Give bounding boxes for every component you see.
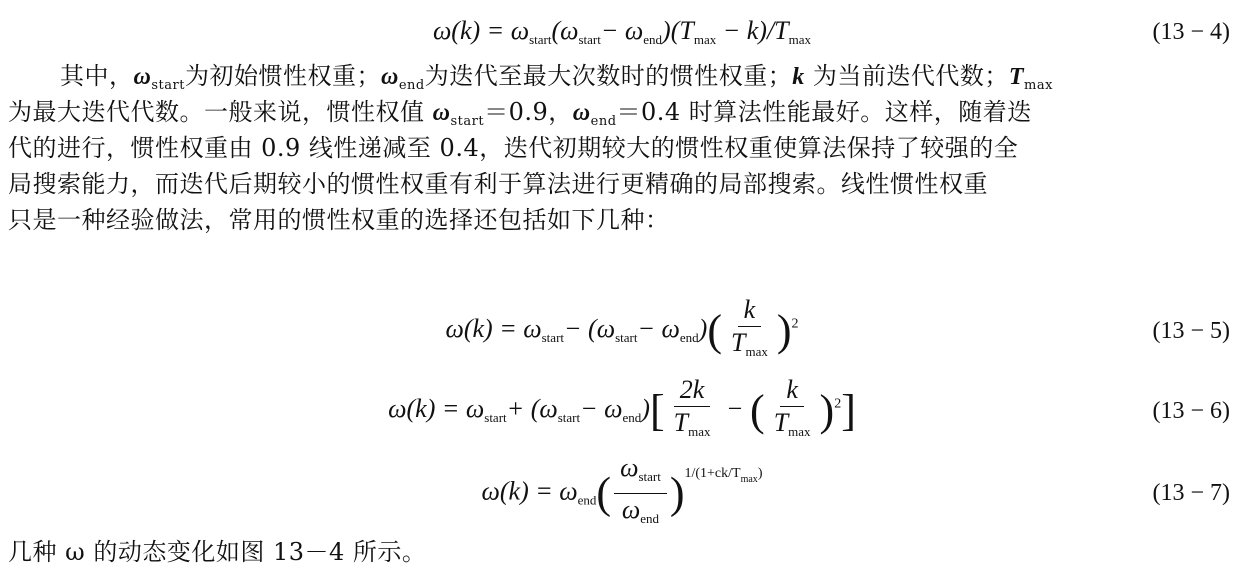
paragraph-line: 其中，$\omega_{start}$为初始惯性权重；$\omega_{end}$为迭代至最大次数时的惯性权重；k 为当前迭代代数；$T_{max}$: [60, 62, 1053, 93]
equation-13-6-body: $\omega(k) = \omega_{start}+ (\omega_{start}- \omega_{end})$[ $\frac{2k}{T_{max}}$ − ( $\frac{k}{T_{max}}$ )$^2$]: [388, 375, 856, 439]
closing-paragraph: [8, 534, 1238, 570]
body-paragraph: [8, 58, 1238, 238]
equation-13-4: [0, 12, 1244, 52]
equation-13-7: [0, 452, 1244, 530]
equation-13-5-number: (13 − 5): [1152, 317, 1230, 344]
equation-13-7-body: $\omega(k) = \omega_{end}$( $\frac{\omega_{start}}{\omega_{end}}$ )$^{1/(1+ck/T_{max})}$: [481, 452, 763, 526]
equation-13-6: [0, 376, 1244, 446]
paragraph-line: 只是一种经验做法，常用的惯性权重的选择还包括如下几种：: [8, 206, 670, 234]
paragraph-line: 局搜索能力，而迭代后期较小的惯性权重有利于算法进行更精确的局部搜索。线性惯性权重: [8, 170, 988, 198]
equation-13-4-body: $\omega(k) = \omega_{start}(\omega_{start}- \omega_{end})(T_{max} - k)/T_{max}$: [432, 16, 812, 47]
equation-13-5: [0, 296, 1244, 366]
paragraph-line: 代的进行，惯性权重由 0.9 线性递减至 0.4，迭代初期较大的惯性权重使算法保持了较强的全: [8, 134, 1019, 162]
closing-line: 几种 ω 的动态变化如图 13－4 所示。: [8, 538, 427, 566]
equation-13-7-number: (13 − 7): [1152, 479, 1230, 506]
paragraph-line: 为最大迭代代数。一般来说，惯性权值 $\omega_{start}=0.9$，$\omega_{end}=0.4$ 时算法性能最好。这样，随着迭: [8, 98, 1032, 129]
equation-13-6-number: (13 − 6): [1152, 397, 1230, 424]
equation-13-5-body: $\omega(k) = \omega_{start}- (\omega_{start}- \omega_{end})$( $\frac{k}{T_{max}}$ )$^2$: [445, 295, 799, 359]
equation-13-4-number: (13 − 4): [1152, 18, 1230, 45]
